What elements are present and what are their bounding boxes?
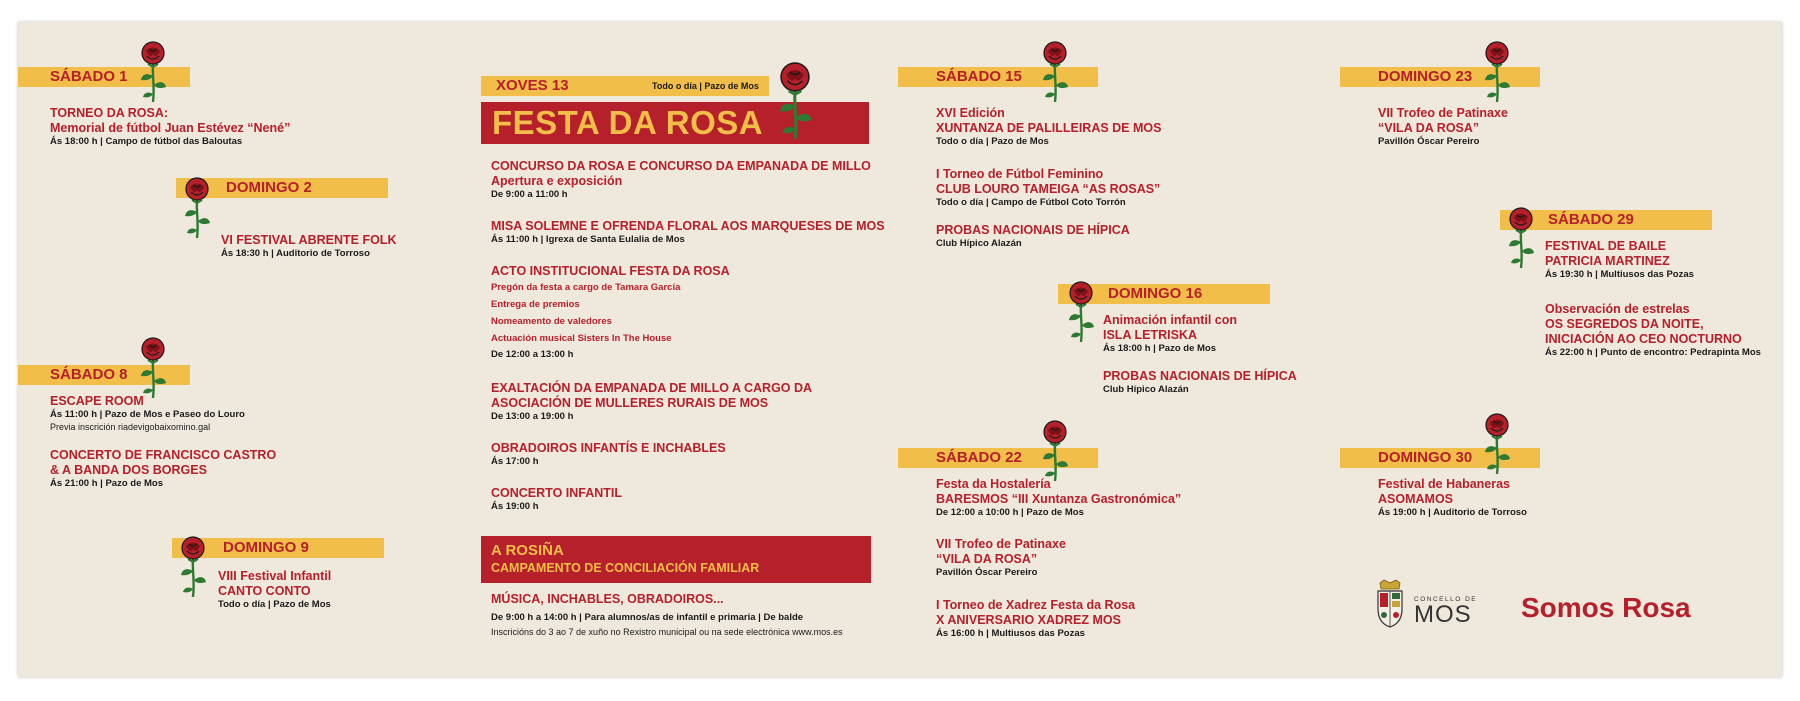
event-canto-conto xyxy=(218,569,331,611)
event-title: X ANIVERSARIO XADREZ MOS xyxy=(936,613,1121,627)
event-title: VII Trofeo de Patinaxe xyxy=(936,537,1066,551)
event-info: Ás 11:00 h | Igrexa de Santa Eulalia de Mos xyxy=(491,234,685,245)
event-title: Animación infantil con xyxy=(1103,313,1238,327)
event-title: I Torneo de Fútbol Feminino xyxy=(936,167,1104,181)
event-info: Ás 19:00 h xyxy=(491,501,539,512)
event-title: MISA SOLEMNE E OFRENDA FLORAL AOS MARQUESES DE MOS xyxy=(491,219,885,233)
programme-sheet xyxy=(18,22,1782,677)
day-heading: SÁBADO 15 xyxy=(936,68,1022,85)
event-info: De 9:00 a 11:00 h xyxy=(491,189,568,200)
event-info: Club Hípico Alazán xyxy=(936,238,1022,249)
concello-logo-text: MOS xyxy=(1414,601,1472,628)
event-escape-room xyxy=(50,394,245,433)
event-info: Ás 18:30 h | Auditorio de Torroso xyxy=(221,248,370,259)
event-baresmos xyxy=(936,477,1181,519)
event-title: XUNTANZA DE PALILLEIRAS DE MOS xyxy=(936,121,1162,135)
event-concerto-infantil xyxy=(491,486,622,513)
event-title: CANTO CONTO xyxy=(218,584,311,598)
event-misa-solemne xyxy=(491,219,885,246)
event-note: Previa inscrición riadevigobaixomino.gal xyxy=(50,422,211,432)
event-title: OBRADOIROS INFANTÍS E INCHABLES xyxy=(491,441,726,455)
day-heading: XOVES 13 xyxy=(496,77,569,94)
event-habaneras xyxy=(1378,477,1527,519)
rosina-subtitle: CAMPAMENTO DE CONCILIACIÓN FAMILIAR xyxy=(491,561,760,575)
event-info: Ás 18:00 h | Campo de fútbol das Baloutas xyxy=(50,136,243,147)
day-heading: SÁBADO 29 xyxy=(1548,211,1634,228)
day-heading: DOMINGO 30 xyxy=(1378,449,1473,466)
event-title: ISLA LETRISKA xyxy=(1103,328,1197,342)
event-title: Festa da Hostalería xyxy=(936,477,1051,491)
header-info: Todo o día | Pazo de Mos xyxy=(652,81,759,91)
event-title: Apertura e exposición xyxy=(491,174,623,188)
event-info: De 12:00 a 10:00 h | Pazo de Mos xyxy=(936,507,1084,518)
event-title: VII Trofeo de Patinaxe xyxy=(1378,106,1508,120)
event-subitem: Entrega de premios xyxy=(491,299,580,310)
event-title: I Torneo de Xadrez Festa da Rosa xyxy=(936,598,1136,612)
event-title: “VILA DA ROSA” xyxy=(936,552,1038,566)
event-futbol-feminino xyxy=(936,167,1160,209)
day-heading: SÁBADO 8 xyxy=(50,366,128,383)
rose-icon xyxy=(1482,412,1512,476)
event-title: XVI Edición xyxy=(936,106,1005,120)
event-info: Ás 11:00 h | Pazo de Mos e Paseo do Louro xyxy=(50,409,245,420)
rose-icon xyxy=(1040,40,1070,104)
event-title: PROBAS NACIONAIS DE HÍPICA xyxy=(1103,369,1297,383)
event-info: Club Hípico Alazán xyxy=(1103,384,1189,395)
event-title: Memorial de fútbol Juan Estévez “Nené” xyxy=(50,121,291,135)
event-title: FESTIVAL DE BAILE xyxy=(1545,239,1667,253)
event-title: PATRICIA MARTINEZ xyxy=(1545,254,1670,268)
event-festival-baile xyxy=(1545,239,1694,281)
event-title: MÚSICA, INCHABLES, OBRADOIROS... xyxy=(491,592,724,606)
event-xadrez xyxy=(936,598,1135,640)
rose-icon xyxy=(1066,280,1096,344)
event-info: Todo o día | Campo de Fútbol Coto Torrón xyxy=(936,197,1126,208)
event-subitem: Actuación musical Sisters In The House xyxy=(491,333,672,344)
rose-icon xyxy=(1506,206,1536,270)
event-palilleiras xyxy=(936,106,1161,148)
event-info: Pavillón Óscar Pereiro xyxy=(936,567,1038,578)
event-info: Ás 22:00 h | Punto de encontro: Pedrapinta Mos xyxy=(1545,347,1761,358)
event-abrente-folk xyxy=(221,233,396,260)
event-title: Observación de estrelas xyxy=(1545,302,1690,316)
event-title: VI FESTIVAL ABRENTE FOLK xyxy=(221,233,397,247)
event-title: ASOCIACIÓN DE MULLERES RURAIS DE MOS xyxy=(491,396,769,410)
event-title: & A BANDA DOS BORGES xyxy=(50,463,207,477)
event-info: Pavillón Óscar Pereiro xyxy=(1378,136,1480,147)
event-title: ESCAPE ROOM xyxy=(50,394,144,408)
event-info: Todo o día | Pazo de Mos xyxy=(218,599,331,610)
rose-icon xyxy=(178,535,208,599)
event-concerto-castro xyxy=(50,448,276,490)
event-title: CLUB LOURO TAMEIGA “AS ROSAS” xyxy=(936,182,1161,196)
event-acto-institucional xyxy=(491,264,730,361)
event-title: PROBAS NACIONAIS DE HÍPICA xyxy=(936,223,1130,237)
event-info: Todo o día | Pazo de Mos xyxy=(936,136,1049,147)
day-heading: DOMINGO 2 xyxy=(226,179,312,196)
event-title: EXALTACIÓN DA EMPANADA DE MILLO A CARGO DA xyxy=(491,381,813,395)
event-title: INICIACIÓN AO CEO NOCTURNO xyxy=(1545,332,1742,346)
event-info: Ás 16:00 h | Multiusos das Pozas xyxy=(936,628,1085,639)
event-title: “VILA DA ROSA” xyxy=(1378,121,1480,135)
rose-icon xyxy=(1040,419,1070,483)
event-obradoiros xyxy=(491,441,726,468)
event-observacion xyxy=(1545,302,1761,359)
event-title: Festival de Habaneras xyxy=(1378,477,1511,491)
event-patinaxe xyxy=(936,537,1066,579)
event-title: VIII Festival Infantil xyxy=(218,569,332,583)
event-subitem: Nomeamento de valedores xyxy=(491,316,612,327)
rose-icon xyxy=(1482,40,1512,104)
day-heading: DOMINGO 9 xyxy=(223,539,309,556)
event-title: ACTO INSTITUCIONAL FESTA DA ROSA xyxy=(491,264,730,278)
event-title: TORNEO DA ROSA: xyxy=(50,106,169,120)
event-note: Inscricións do 3 ao 7 de xuño no Rexistro municipal ou na sede electrónica www.mos.es xyxy=(491,627,843,637)
event-hipica xyxy=(936,223,1130,250)
event-info: Ás 19:00 h | Auditorio de Torroso xyxy=(1378,507,1527,518)
event-info: Ás 21:00 h | Pazo de Mos xyxy=(50,478,163,489)
rose-icon xyxy=(776,60,814,142)
event-hipica-2 xyxy=(1103,369,1297,396)
event-patinaxe-23 xyxy=(1378,106,1508,148)
event-rosina xyxy=(491,592,843,638)
event-title: CONCURSO DA ROSA E CONCURSO DA EMPANADA DE MILLO xyxy=(491,159,871,173)
event-info: Ás 18:00 h | Pazo de Mos xyxy=(1103,343,1216,354)
event-info: Ás 17:00 h xyxy=(491,456,539,467)
event-info: De 9:00 h a 14:00 h | Para alumnos/as de infantil e primaria | De balde xyxy=(491,612,804,623)
event-exaltacion xyxy=(491,381,812,423)
coat-of-arms-icon xyxy=(1374,579,1406,629)
event-subitem: Pregón da festa a cargo de Tamara García xyxy=(491,282,681,293)
event-info: De 13:00 a 19:00 h xyxy=(491,411,574,422)
event-concurso-rosa xyxy=(491,159,871,201)
event-torneo-da-rosa xyxy=(50,106,290,148)
day-heading: SÁBADO 22 xyxy=(936,449,1022,466)
festival-title: FESTA DA ROSA xyxy=(492,104,764,141)
event-title: OS SEGREDOS DA NOITE, xyxy=(1545,317,1704,331)
event-info: Ás 19:30 h | Multiusos das Pozas xyxy=(1545,269,1694,280)
concello-label: CONCELLO DE xyxy=(1414,596,1478,603)
brand-wordmark: Somos Rosa xyxy=(1521,592,1691,623)
event-title: BARESMOS “III Xuntanza Gastronómica” xyxy=(936,492,1182,506)
event-title: ASOMAMOS xyxy=(1378,492,1453,506)
rose-icon xyxy=(182,176,212,240)
rosina-title: A ROSIÑA xyxy=(491,542,564,559)
rose-icon xyxy=(138,40,168,104)
day-heading: DOMINGO 16 xyxy=(1108,285,1203,302)
event-isla-letriska xyxy=(1103,313,1237,355)
event-title: CONCERTO INFANTIL xyxy=(491,486,623,500)
event-title: CONCERTO DE FRANCISCO CASTRO xyxy=(50,448,277,462)
event-info: De 12:00 a 13:00 h xyxy=(491,349,574,360)
day-heading: DOMINGO 23 xyxy=(1378,68,1473,85)
rose-icon xyxy=(138,336,168,400)
day-heading: SÁBADO 1 xyxy=(50,68,128,85)
